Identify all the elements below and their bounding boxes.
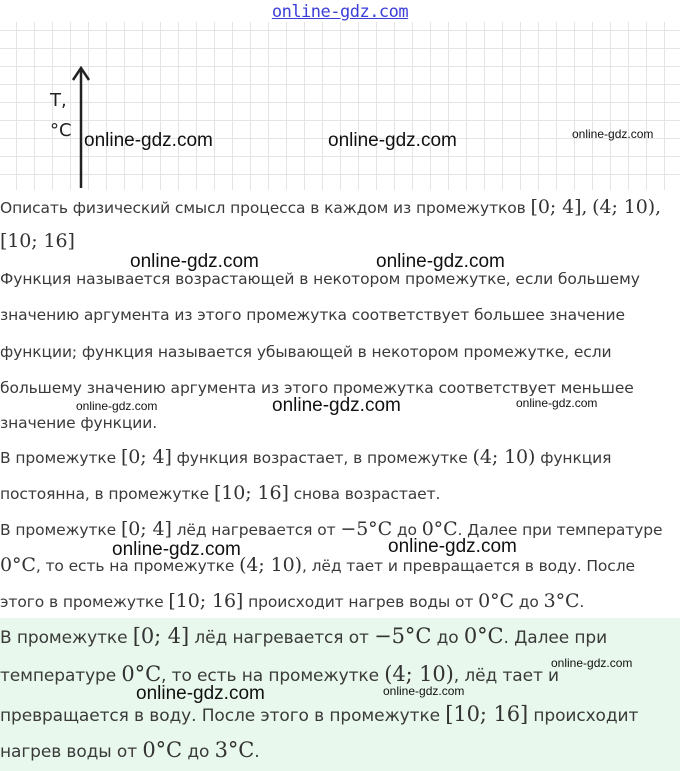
definition-line: большему значению аргумента из этого промежутка соответствует меньшее (0, 379, 634, 397)
temperature: −5°C (340, 518, 393, 540)
watermark: online-gdz.com (272, 395, 401, 416)
task-sep: , (581, 196, 588, 218)
text: В промежутке (0, 628, 128, 648)
interval: [0; 4] (120, 446, 172, 468)
text: лёд нагревается от (176, 521, 336, 539)
interval: [10; 16] (168, 590, 244, 612)
answer-line-1 (0, 624, 607, 648)
text: превращается в воду. После этого в промежутке (0, 706, 440, 726)
watermark: online-gdz.com (551, 656, 633, 670)
text: . (254, 742, 260, 762)
text: , лёд тает и (453, 666, 560, 686)
task-interval-3: [10; 16] (0, 230, 75, 252)
text: . Далее при (503, 628, 608, 648)
interval: (4; 10) (239, 554, 302, 576)
interval: [10; 16] (213, 482, 289, 504)
text: лёд нагревается от (194, 628, 369, 648)
answer-line-4 (0, 738, 260, 762)
answer-line-3 (0, 702, 638, 726)
temperature: 0°C (142, 738, 182, 762)
interval: (4; 10) (384, 662, 454, 686)
task-line-1 (0, 196, 661, 218)
answer-line-2 (0, 662, 559, 686)
watermark: online-gdz.com (84, 130, 213, 151)
text: , то есть на промежутке (35, 557, 235, 575)
axis-label-unit: °C (50, 120, 72, 141)
text: , лёд тает и превращается в воду. После (301, 557, 635, 575)
definition-line: функции; функция называется убывающей в некотором промежутке, если (0, 343, 612, 361)
text: до (518, 593, 539, 611)
task-line-2 (0, 230, 75, 252)
text: происходит (533, 706, 639, 726)
task-sep: , (655, 196, 661, 218)
watermark: online-gdz.com (383, 684, 465, 698)
task-interval-2: (4; 10) (592, 196, 656, 218)
watermark: online-gdz.com (388, 536, 517, 557)
text: постоянна, в промежутке (0, 485, 210, 503)
task-intro: Описать физический смысл процесса в каждом из промежутков (0, 199, 526, 217)
physics-line-3 (0, 590, 584, 612)
physics-line-1 (0, 518, 662, 540)
interval: [0; 4] (132, 624, 190, 648)
watermark: online-gdz.com (130, 251, 259, 272)
definition-line: Функция называется возрастающей в некотором промежутке, если большему (0, 270, 640, 288)
temperature: 3°C (214, 738, 255, 762)
text: функция (540, 449, 612, 467)
text: . (579, 593, 585, 611)
watermark: online-gdz.com (572, 127, 654, 141)
temperature: 0°C (463, 624, 504, 648)
definition-line: значению аргумента из этого промежутка соответствует большее значение (0, 306, 625, 324)
interval: (4; 10) (472, 446, 536, 468)
text: , то есть на промежутке (161, 666, 379, 686)
text: температуре (0, 666, 117, 686)
graph-grid (0, 22, 680, 190)
text: . Далее при температуре (457, 521, 663, 539)
definition-line: значение функции. (0, 414, 158, 432)
watermark: online-gdz.com (516, 396, 598, 410)
text: происходит нагрев воды от (248, 593, 474, 611)
watermark: online-gdz.com (112, 539, 241, 560)
task-interval-1: [0; 4] (530, 196, 582, 218)
interval: [10; 16] (445, 702, 529, 726)
text: этого в промежутке (0, 593, 164, 611)
watermark: online-gdz.com (376, 251, 505, 272)
analysis-line-1 (0, 446, 611, 468)
temperature: −5°C (374, 624, 432, 648)
temperature: 0°C (421, 518, 458, 540)
watermark: online-gdz.com (136, 683, 265, 704)
text: В промежутке (0, 521, 117, 539)
temperature: 0°C (478, 590, 514, 612)
text: В промежутке (0, 449, 117, 467)
physics-line-2 (0, 554, 635, 576)
text: до (187, 742, 210, 762)
watermark: online-gdz.com (76, 399, 158, 413)
text: до (396, 521, 417, 539)
temperature: 0°C (0, 554, 36, 576)
answer-block (0, 618, 680, 771)
text: до (436, 628, 459, 648)
site-header-link[interactable]: online-gdz.com (271, 2, 409, 22)
interval: [0; 4] (120, 518, 172, 540)
text: снова возрастает. (293, 485, 441, 503)
axis-label-t: T, (50, 90, 67, 111)
watermark: online-gdz.com (328, 130, 457, 151)
temperature: 0°C (121, 662, 162, 686)
text: функция возрастает, в промежутке (176, 449, 468, 467)
temperature: 3°C (543, 590, 580, 612)
text: нагрев воды от (0, 742, 138, 762)
analysis-line-2 (0, 482, 440, 504)
